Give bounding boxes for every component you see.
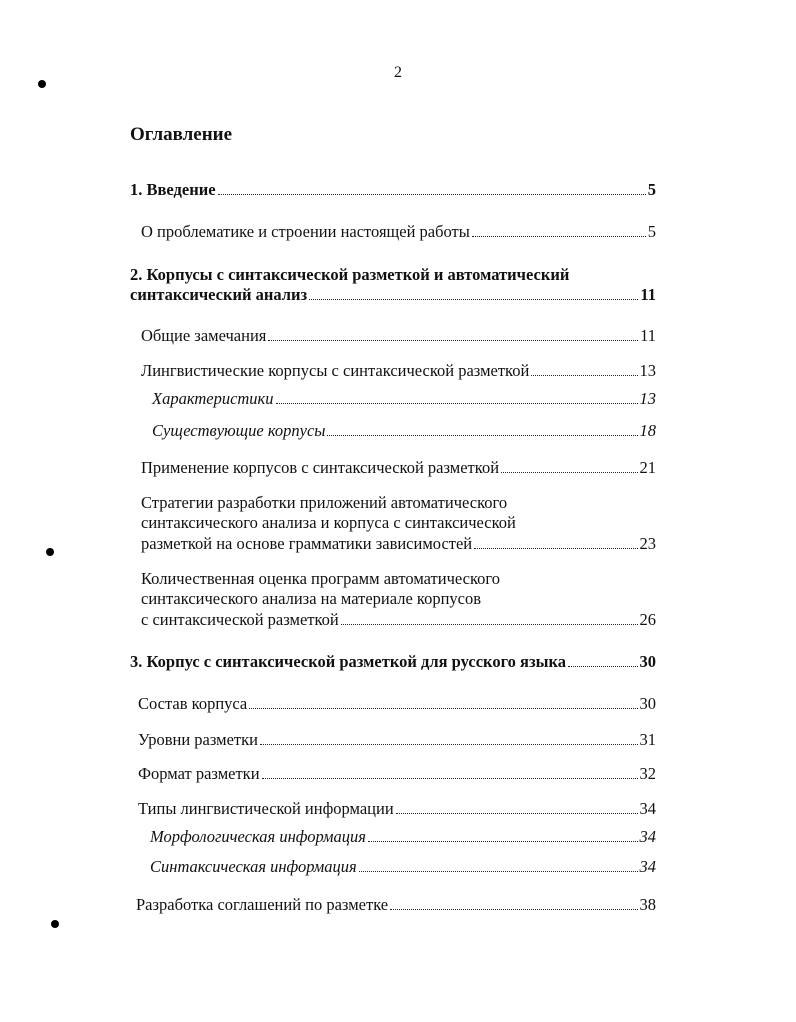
toc-entry-label: Состав корпуса (138, 694, 248, 713)
dot-leader (568, 666, 638, 667)
toc-entry-quant-line1: Количественная оценка программ автоматического (141, 569, 500, 588)
toc-entry-page: 30 (639, 694, 656, 713)
dot-leader (501, 472, 637, 473)
toc-entry-levels[interactable] (138, 730, 656, 750)
toc-entry-page: 26 (639, 610, 656, 629)
dot-leader (262, 778, 638, 779)
toc-entry-page: 11 (640, 326, 656, 345)
toc-entry-quant-line2: синтаксического анализа на материале корпусов (141, 589, 482, 608)
binder-hole-middle (46, 548, 54, 556)
toc-entry-general[interactable] (141, 326, 656, 346)
dot-leader (327, 435, 637, 436)
toc-entry-page: 34 (639, 827, 656, 846)
dot-leader (390, 909, 637, 910)
toc-entry-label: Характеристики (152, 389, 274, 408)
toc-entry-page: 23 (639, 534, 656, 553)
toc-entry-intro-sub[interactable] (141, 222, 656, 242)
toc-entry-format[interactable] (138, 764, 656, 784)
toc-entry-existing[interactable] (152, 421, 656, 441)
toc-entry-page: 11 (640, 285, 656, 304)
toc-entry-page: 18 (639, 421, 656, 440)
toc-entry-intro[interactable] (130, 180, 656, 200)
dot-leader (249, 708, 637, 709)
toc-entry-label: Лингвистические корпусы с синтаксической разметкой (141, 361, 530, 380)
toc-entry-page: 31 (639, 730, 656, 749)
toc-entry-synt[interactable] (150, 857, 656, 877)
toc-entry-page: 32 (639, 764, 656, 783)
toc-entry-page: 13 (639, 389, 656, 408)
toc-entry-ling-corpora[interactable] (141, 361, 656, 381)
toc-entry-label: Формат разметки (138, 764, 260, 783)
page-number: 2 (394, 64, 402, 81)
toc-entry-label: 1. Введение (130, 180, 216, 199)
toc-entry-conventions[interactable] (136, 895, 656, 915)
page-title: Оглавление (130, 124, 233, 145)
toc-entry-label: Существующие корпусы (152, 421, 326, 440)
dot-leader (531, 375, 637, 376)
dot-leader (472, 236, 646, 237)
toc-entry-page: 21 (639, 458, 656, 477)
toc-entry-page: 38 (639, 895, 656, 914)
toc-entry-page: 13 (639, 361, 656, 380)
toc-entry-label: Применение корпусов с синтаксической разметкой (141, 458, 500, 477)
toc-entry-strategies-line1: Стратегии разработки приложений автоматического (141, 493, 508, 512)
toc-entry-composition[interactable] (138, 694, 656, 714)
toc-entry-label: Типы лингвистической информации (138, 799, 394, 818)
toc-entry-page: 34 (639, 857, 656, 876)
dot-leader (396, 813, 638, 814)
toc-entry-strategies-line2: синтаксического анализа и корпуса с синтаксической (141, 513, 516, 532)
toc-entry-label: О проблематике и строении настоящей работы (141, 222, 470, 241)
toc-entry-label: Уровни разметки (138, 730, 258, 749)
dot-leader (359, 871, 638, 872)
toc-entry-morph[interactable] (150, 827, 656, 847)
toc-entry-label: Разработка соглашений по разметке (136, 895, 389, 914)
toc-entry-label: 3. Корпус с синтаксической разметкой для русского языка (130, 652, 566, 671)
dot-leader (218, 194, 646, 195)
toc-entry-ch2-line1: 2. Корпусы с синтаксической разметкой и автоматический (130, 265, 570, 284)
toc-entry-label: Морфологическая информация (150, 827, 366, 846)
toc-entry-label: синтаксический анализ (130, 285, 308, 304)
dot-leader (276, 403, 638, 404)
toc-entry-label: Синтаксическая информация (150, 857, 357, 876)
toc-entry-ch2[interactable] (130, 285, 656, 305)
dot-leader (368, 841, 638, 842)
toc-entry-page: 5 (647, 180, 656, 199)
dot-leader (474, 548, 637, 549)
toc-entry-types[interactable] (138, 799, 656, 819)
toc-entry-label: Общие замечания (141, 326, 267, 345)
toc-entry-strategies[interactable] (141, 534, 656, 554)
toc-entry-label: с синтаксической разметкой (141, 610, 339, 629)
dot-leader (309, 299, 638, 300)
binder-hole-bottom (51, 920, 59, 928)
toc-entry-page: 30 (639, 652, 656, 671)
dot-leader (341, 624, 638, 625)
dot-leader (268, 340, 638, 341)
toc-entry-ch3[interactable] (130, 652, 656, 672)
dot-leader (260, 744, 638, 745)
toc-entry-characteristics[interactable] (152, 389, 656, 409)
toc-entry-quant[interactable] (141, 610, 656, 630)
toc-entry-page: 34 (639, 799, 656, 818)
toc-entry-label: разметкой на основе грамматики зависимостей (141, 534, 473, 553)
toc-entry-application[interactable] (141, 458, 656, 478)
toc-entry-page: 5 (647, 222, 656, 241)
